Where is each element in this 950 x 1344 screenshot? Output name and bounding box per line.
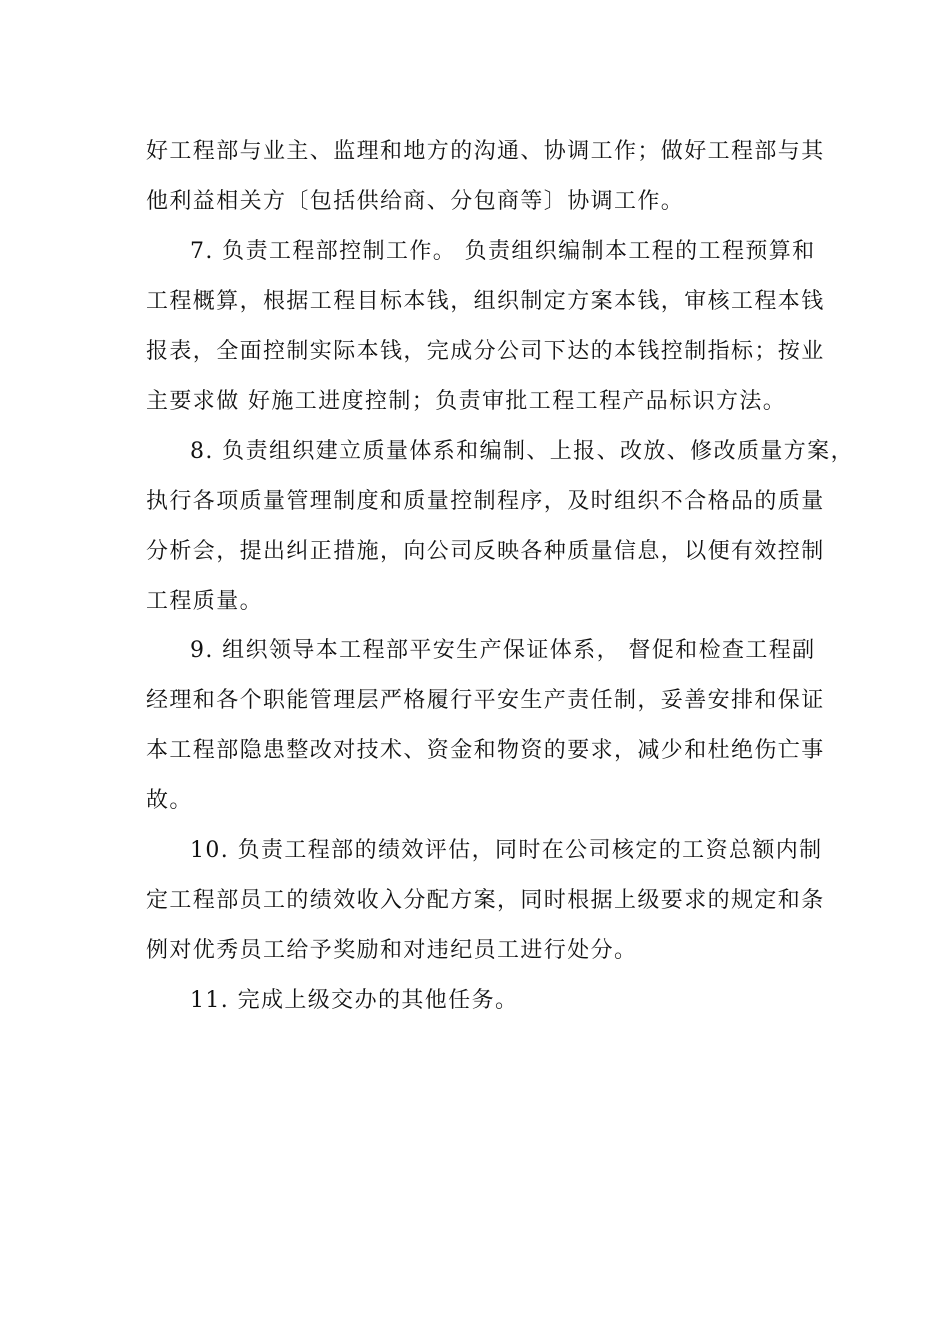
text-line: 例对优秀员工给予奖励和对违纪员工进行处分。 <box>146 938 638 963</box>
text-line: 经理和各个职能管理层严格履行平安生产责任制，妥善安排和保证 <box>146 688 825 713</box>
text-line: 分析会，提出纠正措施，向公司反映各种质量信息，以便有效控制 <box>146 539 825 564</box>
paragraph-11-start: 11. 完成上级交办的其他任务。 <box>190 988 519 1013</box>
text-line: 他利益相关方〔包括供给商、分包商等〕协调工作。 <box>146 189 685 214</box>
paragraph-7-start: 7. 负责工程部控制工作。 负责组织编制本工程的工程预算和 <box>190 239 816 264</box>
text-line: 好工程部与业主、监理和地方的沟通、协调工作；做好工程部与其 <box>146 139 825 164</box>
text-line: 执行各项质量管理制度和质量控制程序，及时组织不合格品的质量 <box>146 489 825 514</box>
text-line: 故。 <box>146 788 193 813</box>
text-line: 工程质量。 <box>146 589 264 614</box>
text-line: 定工程部员工的绩效收入分配方案，同时根据上级要求的规定和条 <box>146 888 825 913</box>
paragraph-8-start: 8. 负责组织建立质量体系和编制、上报、改放、修改质量方案， <box>190 439 854 464</box>
text-line: 本工程部隐患整改对技术、资金和物资的要求，减少和杜绝伤亡事 <box>146 738 825 763</box>
text-line: 工程概算，根据工程目标本钱，组织制定方案本钱，审核工程本钱 <box>146 289 825 314</box>
text-line: 主要求做 好施工进度控制；负责审批工程工程产品标识方法。 <box>146 389 787 414</box>
paragraph-10-start: 10. 负责工程部的绩效评估，同时在公司核定的工资总额内制 <box>190 838 823 863</box>
paragraph-9-start: 9. 组织领导本工程部平安生产保证体系， 督促和检查工程副 <box>190 638 816 663</box>
text-line: 报表，全面控制实际本钱，完成分公司下达的本钱控制指标；按业 <box>146 339 825 364</box>
